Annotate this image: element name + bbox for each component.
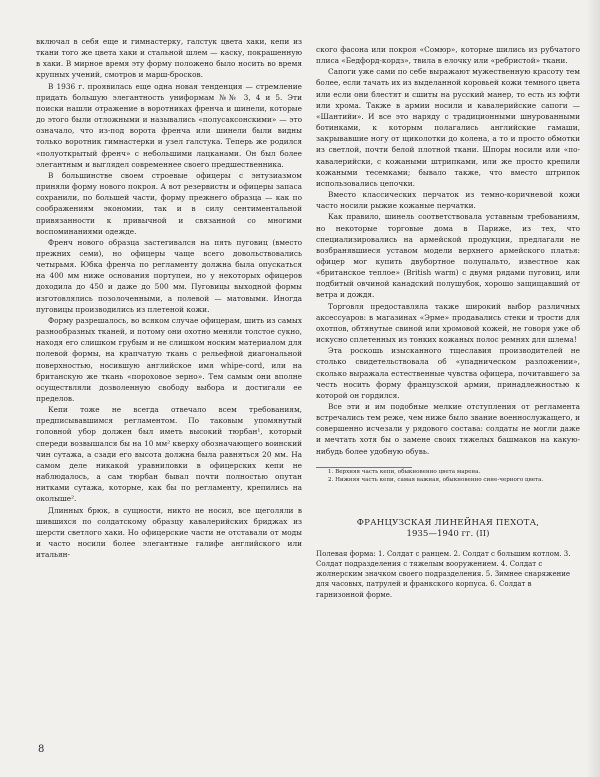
page-edge-shadow (586, 0, 600, 777)
right-column (316, 44, 580, 600)
paragraph: Как правило, шинель соответствовала уставным требованиям, но некоторые торговые дома в Париже, из тех, что специализировались на армейской продукции, предлагали не возбранявшиеся уставом модели верхнего армейского платья: офицер мог купить двубортное полупальто, известное как «британское теплое» (British warm) с двумя рядами пуговиц, или подбитый овчиной канадский полушубок, хорошо защищавший от ветра и дождя. (316, 212, 580, 300)
paragraph: Длинных брюк, в сущности, никто не носил, все щеголяли в шившихся по солдатскому образцу кавалерийских бриджах из шерсти светлого хаки. Но офицерские части не отставали от моды и часто носили более элегантные галифе английского или итальян- (36, 505, 302, 560)
paragraph: Френч нового образца застегивался на пять пуговиц (вместо прежних семи), но офицеры чаще всего довольствовались четырьмя. Юбка френча по регламенту должна была опускаться на 400 мм ниже основания портупеи, но у некоторых офицеров доходила до 450 и даже до 500 мм. Пуговицы выходной формы изготовлялись позолоченными, а полевой — матовыми. Иногда пуговицы производились из плетеной кожи. (36, 237, 302, 314)
footnote: 1. Верхняя часть кепи, обыкновенно цвета марена. (328, 468, 481, 475)
caption-subtitle: 1935—1940 гг. (II) (406, 528, 490, 539)
footnote: 2. Нижняя часть кепи, самая важная, обыкновенно сине-черного цвета. (328, 476, 544, 483)
paragraph: Сапоги уже сами по себе выражают мужественную красоту тем более, если тачать их из выделанной коровьей кожи темного цвета или если они блестят и сшиты на русский манер, то есть из юфти или хрома. Также в армии носили и кавалерийские сапоги — «Шантийи». И все это наряду с традиционными шнурованными ботинками, к которым полагались английские гамаши, закрывавшие ногу от щиколотки до колена, а то и просто обмотки из светлой, почти белой плотной ткани. Шпоры носили или «по-кавалерийски, с кожаными штрипками, или же просто крепили кожаными тесемками; бывало также, что вместо штрипок использовались цепочки. (316, 67, 580, 188)
caption-title: ФРАНЦУЗСКАЯ ЛИНЕЙНАЯ ПЕХОТА, (356, 517, 540, 528)
paragraph: ского фасона или покроя «Сомюр», которые шились из рубчатого плиса «Бедфорд-кордз», твила в елочку или «ребристой» ткани. (316, 45, 580, 66)
paragraph: Форму разрешалось, во всяком случае офицерам, шить из самых разнообразных тканей, и потому они охотно меняли толстое сукно, находя его слишком грубым и не слишком носким материалом для полевой формы, на крапчатую ткань с рельефной диагональной поверхностью, носившую английское имя whipe-cord, или на британскую же ткань «пороховое зерно». Тем самым они вполне осуществляли дозволенную свободу выбора и достигали ее пределов. (36, 315, 302, 403)
page-number: 8 (38, 744, 45, 755)
paragraph: включал в себя еще и гимнастерку, галстук цвета хаки, кепи из ткани того же цвета хаки и стальной шлем — каску, покрашенную в хаки. В мирное время эту форму положено было носить во время крупных учений, смотров и марш-бросков. (36, 37, 302, 80)
paragraph: В 1936 г. проявилась еще одна новая тенденция — стремление придать большую элегантность униформам №№ 3, 4 и 5. Эти поиски нашли отражение в воротниках френча и шинели, которые до этого были отложными и назывались «полусаксонскими» — это означало, что из-под ворота френча или шинели были видны только воротник гимнастерки и узел галстука. Теперь же родился «полуоткрытый френч» с небольшими лацканами. Он был более элегантным и выглядел современнее своего предшественника. (36, 81, 302, 169)
paragraph: Торговля предоставляла также широкий выбор различных аксессуаров: в магазинах «Эрме» продавались стеки и трости для охотпов, обтянутые свиной или хромовой кожей, не говоря уже об искусно сплетенных из тонких кожаных полос ремнях для шлема! (316, 301, 580, 345)
paragraph: Все эти и им подобные мелкие отступления от регламента встречались тем реже, чем ниже было звание военнослужащего, и совершенно исчезали у рядового состава: солдаты не могли даже и мечтать хотя бы о замене своих тяжелых башмаков на какую-нибудь более удобную обувь. (316, 402, 580, 456)
paragraph: Вместо классических перчаток из темно-коричневой кожи часто носили рыжие кожаные перчатки. (316, 190, 580, 211)
paragraph: В большинстве своем строевые офицеры с энтузиазмом приняли форму нового покроя. А вот резервисты и офицеры запаса сохранили, по большей части, форму прежнего образца — как по соображениям экономии, так и в силу сентиментальной привязанности к привычной и связанной со многими воспоминаниями одежде. (36, 170, 302, 236)
left-column (36, 36, 302, 560)
caption-text: Полевая форма: 1. Солдат с ранцем. 2. Солдат с большим котлом. 3. Солдат подразделения с тяжелым вооружением. 4. Солдат с жолнерским значком своего подразделения. 5. Зимнее снаряжение для часовых, патрулей и франкского корпуса. 6. Солдат в гарнизонной форме. (316, 549, 571, 599)
paragraph: Эта роскошь изысканного тщеславия производителей не столько свидетельствовала об «упадническом разложении», сколько выражала естественные чувства офицера, почитавшего за честь носить форму французской армии, принадлежностью к которой он гордился. (316, 346, 580, 400)
paragraph: Кепи тоже не всегда отвечало всем требованиям, предписывавшимся регламентом. По таковым упомянутый головной убор должен был иметь высокий тюрбан¹, который спереди возвышался бы на 10 мм² кверху обозначающего воинский чин сутажа, а сзади его высота должна была равняться 20 мм. На самом деле никакой уравниловки в офицерских кепи не наблюдалось, а сам тюрбан бывал почти полностью опутан нитками сутажа, которые, как бы по регламенту, крепились на околыше². (36, 405, 302, 504)
